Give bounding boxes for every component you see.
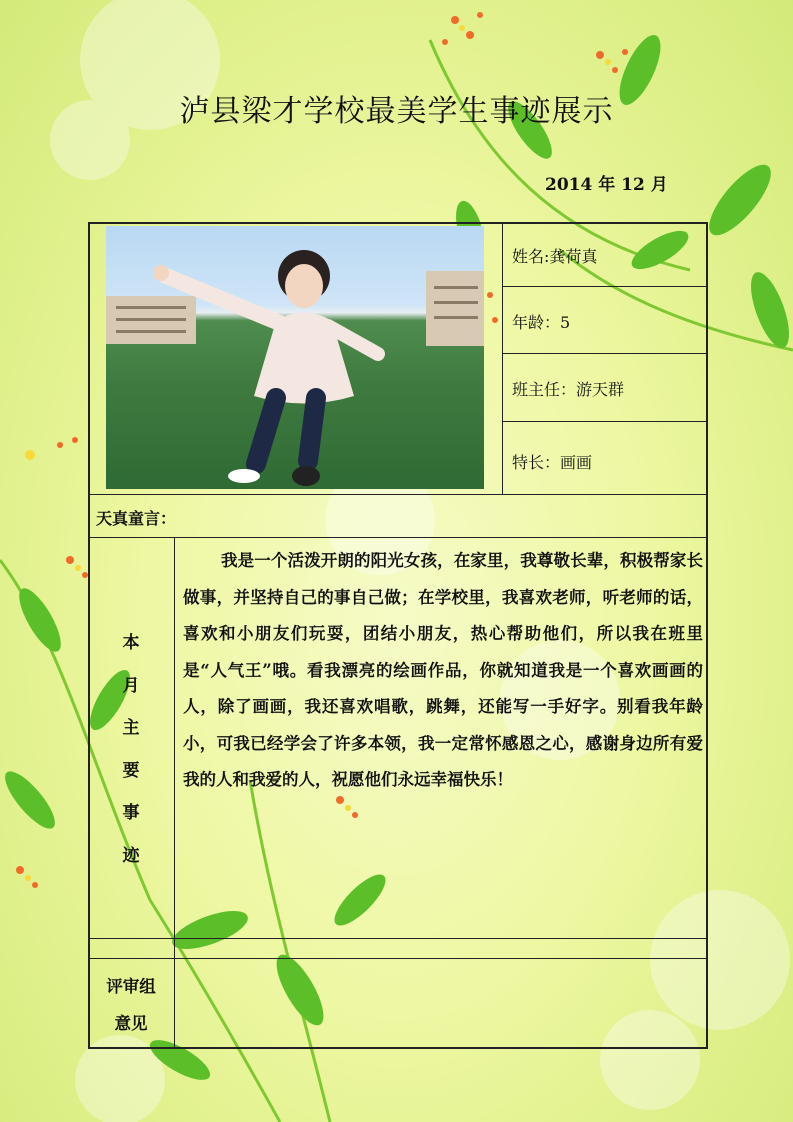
table-divider xyxy=(90,938,707,939)
student-talent: 特长：画画 xyxy=(512,453,593,472)
review-label-line: 评审组 xyxy=(106,977,156,996)
class-teacher: 班主任：游天群 xyxy=(512,380,625,399)
table-divider xyxy=(502,224,503,494)
quote-label: 天真童言： xyxy=(96,509,177,528)
table-divider xyxy=(502,353,707,354)
review-label xyxy=(92,968,170,1042)
deeds-text: 我是一个活泼开朗的阳光女孩，在家里，我尊敬长辈，积极帮家长做事，并坚持自己的事自己做；在学校里，我喜欢老师，听老师的话，喜欢和小朋友们玩耍，团结小朋友，热心帮助他们，所以我在班里是“人气王”哦。看我漂亮的绘画作品，你就知道我是一个喜欢画画的人，除了画画，我还喜欢唱歌，跳舞，还能写一手好字。别看我年龄小，可我已经学会了许多本领，我一定常怀感恩之心，感谢身边所有爱我的人和我爱的人，祝愿他们永远幸福快乐！ xyxy=(183,551,703,789)
table-divider xyxy=(174,537,175,1047)
table-divider xyxy=(90,494,707,495)
table-divider xyxy=(90,958,707,959)
deeds-label-char: 本 xyxy=(122,633,140,653)
table-divider xyxy=(502,421,707,422)
deeds-label-char: 迹 xyxy=(122,845,140,866)
deeds-label-char: 月 xyxy=(122,675,140,696)
page-title: 泸县梁才学校最美学生事迹展示 xyxy=(179,94,614,129)
deeds-label-char: 主 xyxy=(122,718,140,739)
review-label-line: 意见 xyxy=(114,1014,148,1033)
student-age: 年龄：5 xyxy=(512,313,571,332)
date-label: 2014 年 12 月 xyxy=(545,175,668,195)
student-photo xyxy=(106,226,484,489)
table-divider xyxy=(502,286,707,287)
table-divider xyxy=(90,537,707,538)
deeds-label-char: 要 xyxy=(122,760,140,781)
deeds-label xyxy=(118,622,144,878)
student-name: 姓名:龚荷真 xyxy=(512,247,598,266)
deeds-label-char: 事 xyxy=(122,803,140,824)
